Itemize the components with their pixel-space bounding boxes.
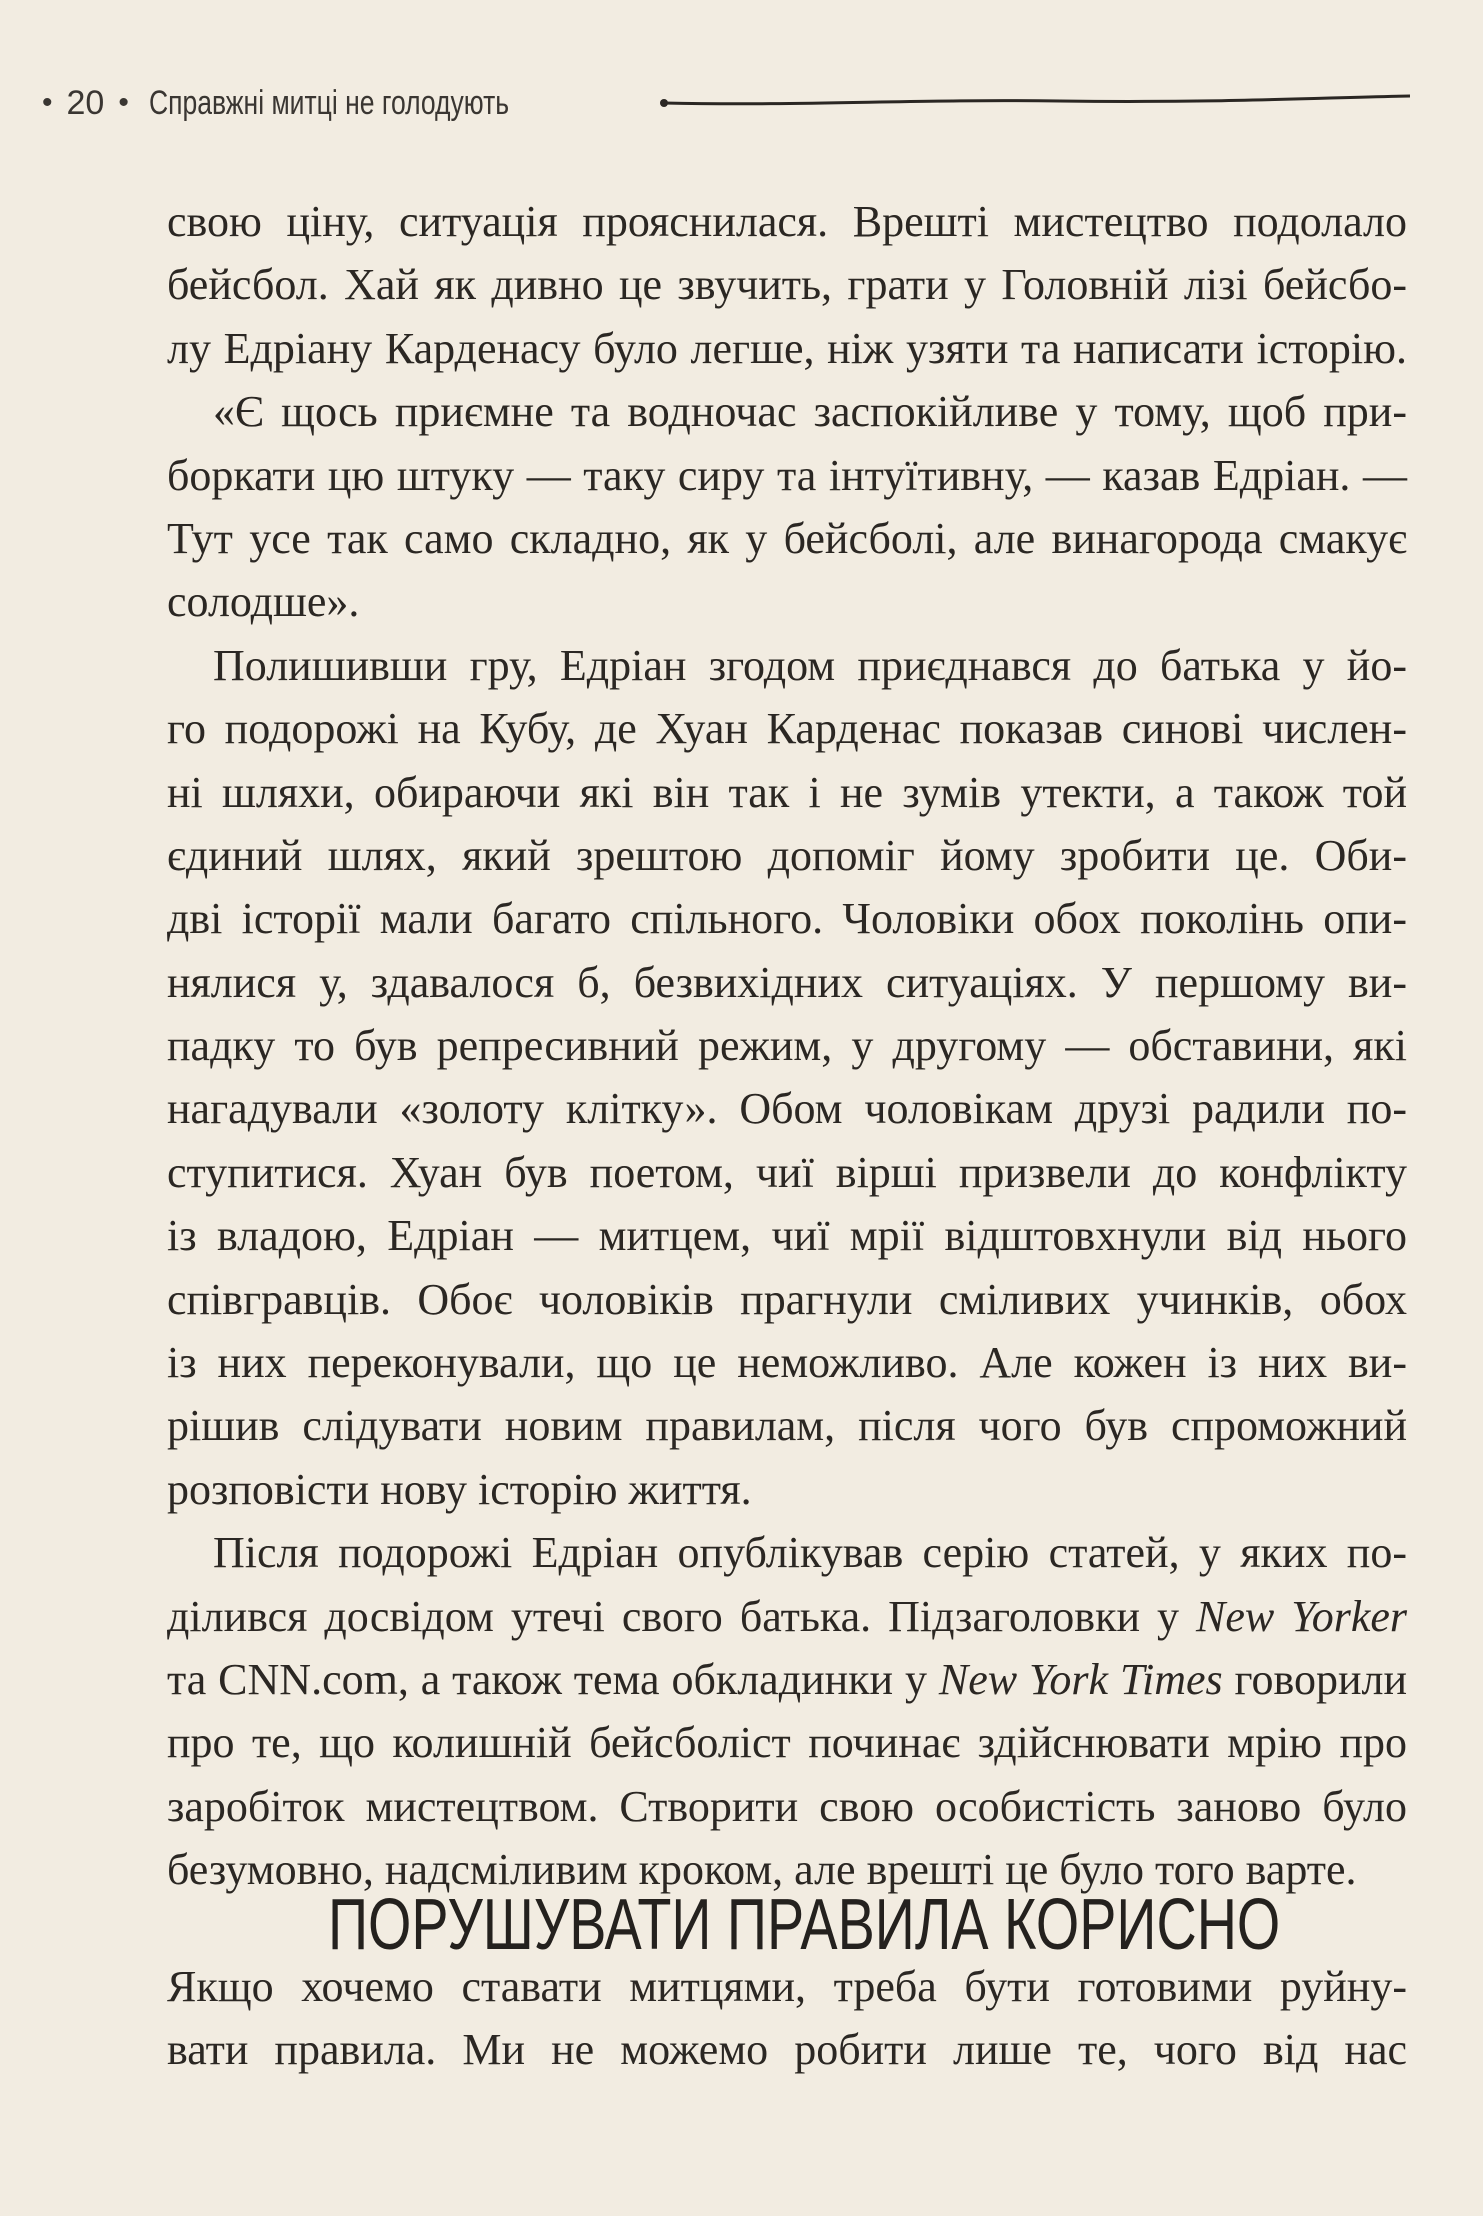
text-segment: Полишивши гру, Едріан згодом приєднався до батька у йо-	[213, 640, 1407, 690]
text-line	[167, 634, 1407, 697]
text-line	[167, 1585, 1407, 1648]
text-segment: падку то був репресивний режим, у другому — обставини, які	[167, 1021, 1407, 1071]
text-line	[167, 507, 1407, 570]
text-line	[167, 1521, 1407, 1584]
text-segment: із них переконували, що це неможливо. Але кожен із них ви-	[167, 1338, 1407, 1388]
text-segment: розповісти нову історію життя.	[167, 1464, 752, 1514]
text-segment: дві історії мали багато спільного. Чоловіки обох поколінь опи-	[167, 894, 1407, 944]
text-segment: Якщо хочемо ставати митцями, треба бути готовими руйну-	[167, 1962, 1407, 2011]
text-line	[167, 1014, 1407, 1077]
text-segment: Після подорожі Едріан опублікував серію статей, у яких по-	[213, 1528, 1407, 1578]
text-segment: безумовно, надсміливим кроком, але врешті це було того варте.	[167, 1845, 1357, 1895]
text-line	[167, 1268, 1407, 1331]
body-text	[167, 190, 1407, 1902]
text-line	[167, 380, 1407, 443]
text-segment: свою ціну, ситуація прояснилася. Врешті мистецтво подолало	[167, 197, 1407, 246]
header-rule	[660, 92, 1410, 112]
page-number: 20	[66, 83, 105, 122]
running-header	[28, 78, 610, 128]
text-segment: лу Едріану Карденасу було легше, ніж узяти та написати історію.	[167, 323, 1407, 373]
text-segment: єдиний шлях, який зрештою допоміг йому зробити це. Оби-	[167, 830, 1407, 880]
italic-title: New Yorker	[1196, 1591, 1408, 1641]
text-segment: рішив слідувати новим правилам, після чого був спроможний	[167, 1401, 1407, 1451]
text-line	[167, 951, 1407, 1014]
text-line	[167, 444, 1407, 507]
text-segment: нялися у, здавалося б, безвихідних ситуаціях. У першому ви-	[167, 957, 1407, 1007]
text-segment: говорили	[1222, 1654, 1407, 1704]
bullet: •	[42, 86, 53, 119]
text-line	[167, 1458, 1407, 1521]
text-line	[167, 570, 1407, 633]
text-segment: із владою, Едріан — митцем, чиї мрії відштовхнули від нього	[167, 1211, 1407, 1261]
text-line	[167, 1077, 1407, 1140]
text-segment: Тут усе так само складно, як у бейсболі, але винагорода смакує	[167, 513, 1407, 563]
running-title: Справжні митці не голодують	[148, 83, 509, 122]
text-line	[167, 317, 1407, 380]
text-segment: вати правила. Ми не можемо робити лише те, чого від нас	[167, 2025, 1407, 2075]
text-line	[167, 1711, 1407, 1774]
text-line	[167, 824, 1407, 887]
section-heading: ПОРУШУВАТИ ПРАВИЛА КОРИСНО	[328, 1885, 1281, 1965]
text-segment: ділився досвідом утечі свого батька. Підзаголовки у	[167, 1591, 1197, 1641]
text-segment: бейсбол. Хай як дивно це звучить, грати у Головній лізі бейсбо-	[167, 260, 1407, 310]
text-segment: співгравців. Обоє чоловіків прагнули сміливих учинків, обох	[167, 1274, 1407, 1324]
text-segment: ні шляхи, обираючи які він так і не зумів утекти, а також той	[167, 767, 1407, 817]
bullet: •	[118, 86, 129, 119]
text-line	[167, 1648, 1407, 1711]
text-line	[167, 1775, 1407, 1838]
text-segment: нагадували «золоту клітку». Обом чоловікам друзі радили по-	[167, 1084, 1407, 1134]
text-line	[167, 1955, 1407, 2018]
text-line	[167, 697, 1407, 760]
section-body-text	[167, 1955, 1407, 2082]
italic-title: New York Times	[938, 1654, 1223, 1704]
text-segment: солодше».	[167, 577, 360, 627]
text-line	[167, 1204, 1407, 1267]
text-segment: боркати цю штуку — таку сиру та інтуїтивну, — казав Едріан. —	[167, 450, 1407, 500]
text-line	[167, 761, 1407, 824]
text-line	[167, 887, 1407, 950]
text-line	[167, 2018, 1407, 2081]
text-line	[167, 190, 1407, 253]
text-line	[167, 1141, 1407, 1204]
text-segment: ступитися. Хуан був поетом, чиї вірші призвели до конфлікту	[167, 1147, 1407, 1197]
text-segment: «Є щось приємне та водночас заспокійливе у тому, щоб при-	[213, 387, 1407, 437]
text-segment: заробіток мистецтвом. Створити свою особистість заново було	[167, 1781, 1407, 1831]
text-segment: про те, що колишній бейсболіст починає здійснювати мрію про	[167, 1718, 1407, 1768]
text-line	[167, 1394, 1407, 1457]
text-segment: та CNN.com, а також тема обкладинки у	[167, 1654, 939, 1704]
text-segment: го подорожі на Кубу, де Хуан Карденас показав синові числен-	[167, 704, 1407, 754]
text-line	[167, 253, 1407, 316]
text-line	[167, 1331, 1407, 1394]
